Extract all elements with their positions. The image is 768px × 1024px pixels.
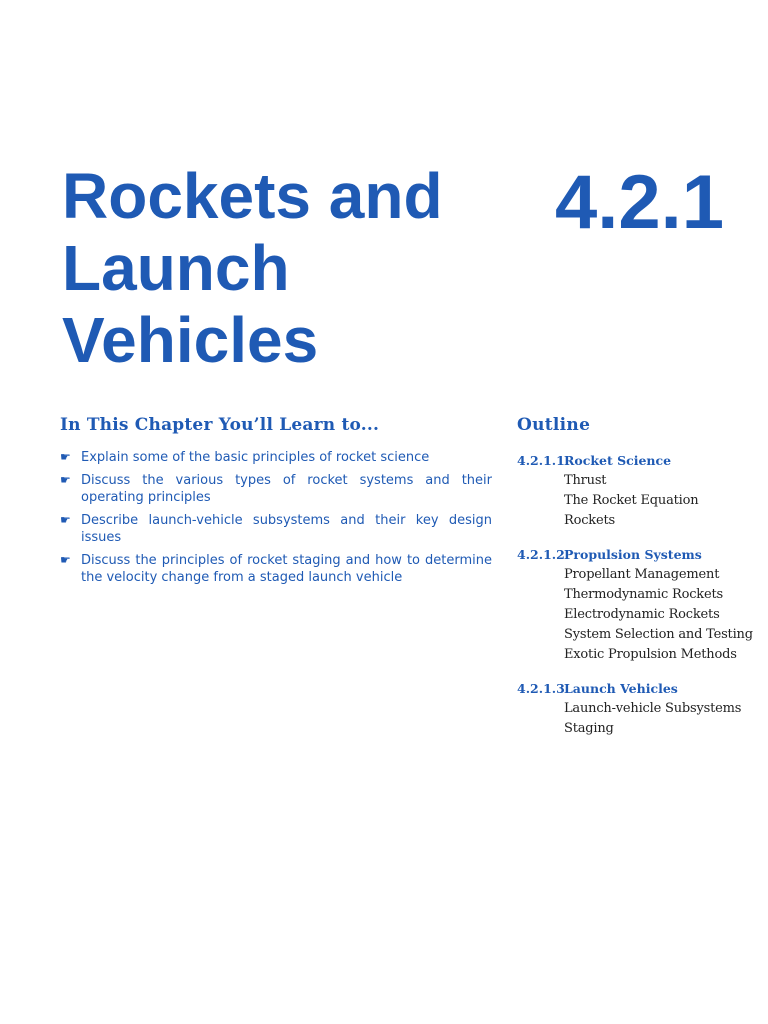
- pointing-hand-icon: ☛: [60, 513, 71, 527]
- chapter-outline: [517, 413, 753, 753]
- outline-section-heading: [517, 679, 753, 699]
- list-item: Staging: [564, 721, 614, 736]
- list-item: Thermodynamic Rockets: [564, 587, 723, 602]
- pointing-hand-icon: ☛: [60, 473, 71, 487]
- objective-text: Discuss the principles of rocket staging and how to determine the velocity change from a staged launch vehicle: [81, 553, 492, 585]
- list-item: The Rocket Equation: [564, 493, 699, 508]
- list-item: System Selection and Testing: [564, 627, 753, 642]
- objective-text: Discuss the various types of rocket systems and their operating principles: [81, 473, 492, 505]
- outline-section-heading: [517, 545, 753, 565]
- learning-objectives-list: [60, 449, 492, 586]
- outline-subsection-list: [517, 699, 753, 739]
- chapter-number: 4.2.1: [554, 160, 724, 245]
- pointing-hand-icon: ☛: [60, 553, 71, 567]
- outline-subsection-list: [517, 471, 753, 531]
- list-item: [60, 512, 492, 546]
- pointing-hand-icon: ☛: [60, 450, 71, 464]
- outline-subsection-list: [517, 565, 753, 665]
- section-title: Launch Vehicles: [564, 681, 678, 696]
- outline-heading: Outline: [517, 415, 591, 435]
- list-item: [60, 552, 492, 586]
- outline-section-rocket-science: [517, 451, 753, 531]
- outline-section-heading: [517, 451, 753, 471]
- list-item: Launch-vehicle Subsystems: [564, 701, 742, 716]
- list-item: [60, 449, 492, 466]
- learning-objectives-heading: In This Chapter You’ll Learn to...: [60, 415, 380, 435]
- learning-objectives: [60, 413, 492, 592]
- section-number: 4.2.1.2: [517, 547, 565, 562]
- list-item: Thrust: [564, 473, 607, 488]
- list-item: Rockets: [564, 513, 615, 528]
- section-number: 4.2.1.3: [517, 681, 565, 696]
- outline-section-propulsion-systems: [517, 545, 753, 665]
- objective-text: Describe launch-vehicle subsystems and their key design issues: [81, 513, 492, 545]
- chapter-title: Rockets and Launch Vehicles: [62, 160, 443, 376]
- list-item: [60, 472, 492, 506]
- list-item: Propellant Management: [564, 567, 720, 582]
- section-title: Rocket Science: [564, 453, 672, 468]
- objective-text: Explain some of the basic principles of rocket science: [81, 450, 430, 465]
- list-item: Electrodynamic Rockets: [564, 607, 720, 622]
- section-number: 4.2.1.1: [517, 453, 565, 468]
- list-item: Exotic Propulsion Methods: [564, 647, 737, 662]
- outline-section-launch-vehicles: [517, 679, 753, 739]
- section-title: Propulsion Systems: [564, 547, 702, 562]
